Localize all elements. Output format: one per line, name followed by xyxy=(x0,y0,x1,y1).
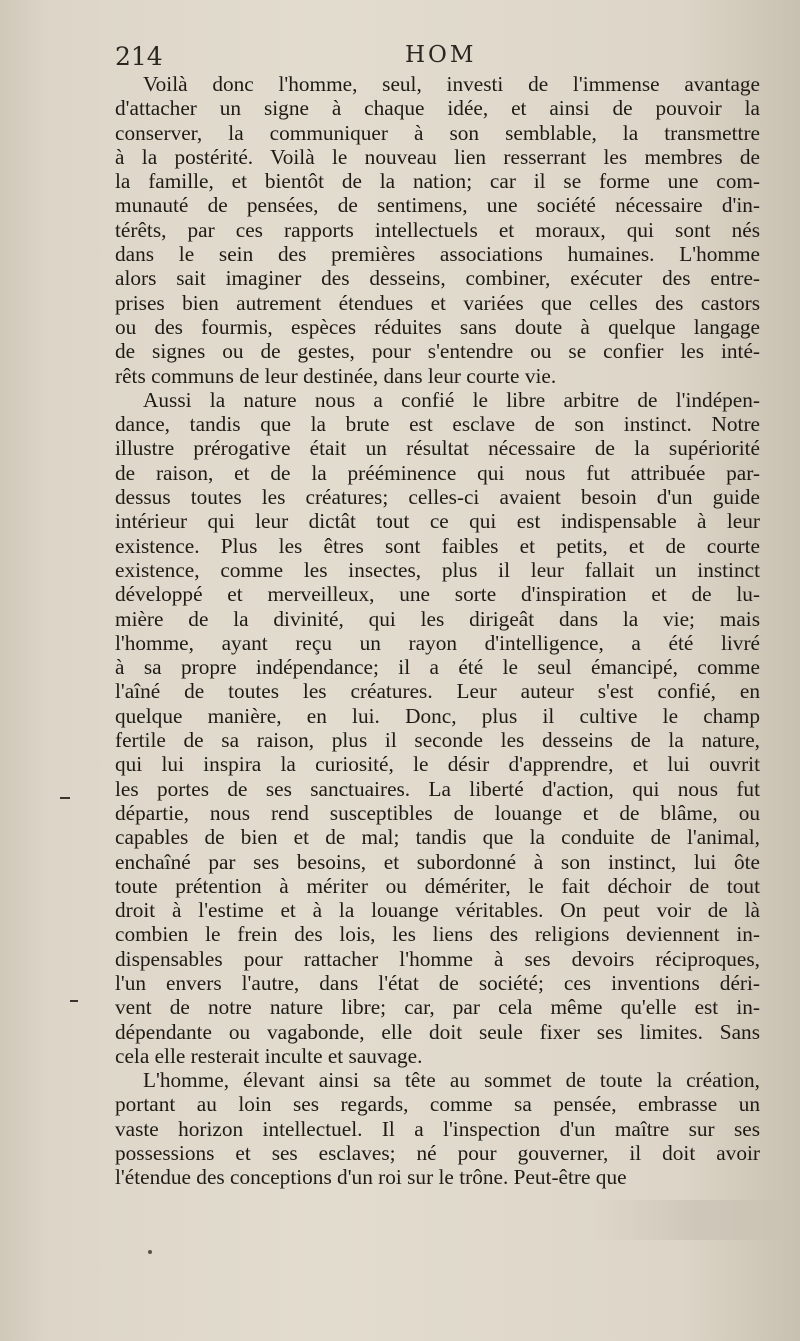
text-line: conserver, la communiquer à son semblable, la transmettre xyxy=(115,120,760,145)
text-line: la famille, et bientôt de la nation; car il se forme une com- xyxy=(115,169,760,194)
text-line: rêts communs de leur destinée, dans leur courte vie. xyxy=(115,363,557,388)
paragraph xyxy=(115,72,760,388)
text-line: Voilà donc l'homme, seul, investi de l'immense avantage xyxy=(143,72,760,96)
text-line: munauté de pensées, de sentimens, une société nécessaire d'in- xyxy=(115,193,760,218)
margin-mark xyxy=(60,797,70,799)
text-line: possessions et ses esclaves; né pour gouverner, il doit avoir xyxy=(115,1141,760,1166)
text-line: vent de notre nature libre; car, par cela même qu'elle est in- xyxy=(115,995,760,1020)
text-line: toute prétention à mériter ou démériter, le fait déchoir de tout xyxy=(115,873,760,898)
text-line: existence. Plus les êtres sont faibles et petits, et de courte xyxy=(115,533,760,558)
page-number: 214 xyxy=(115,42,163,71)
text-line: dance, tandis que la brute est esclave de son instinct. Notre xyxy=(115,412,760,437)
margin-mark xyxy=(70,1000,78,1002)
text-line: illustre prérogative était un résultat nécessaire de la supériorité xyxy=(115,436,760,461)
text-line: fertile de sa raison, plus il seconde les desseins de la nature, xyxy=(115,728,760,753)
text-line: qui lui inspira la curiosité, le désir d'apprendre, et lui ouvrit xyxy=(115,752,760,777)
text-line: cela elle resterait inculte et sauvage. xyxy=(115,1043,423,1068)
text-line: vaste horizon intellectuel. Il a l'inspection d'un maître sur ses xyxy=(115,1116,760,1141)
text-line: l'étendue des conceptions d'un roi sur le trône. Peut-être que xyxy=(115,1165,627,1190)
text-line: térêts, par ces rapports intellectuels et moraux, qui sont nés xyxy=(115,217,760,242)
text-line: l'un envers l'autre, dans l'état de société; ces inventions déri- xyxy=(115,970,760,995)
text-line: dessus toutes les créatures; celles-ci avaient besoin d'un guide xyxy=(115,485,760,510)
paragraph xyxy=(115,1068,760,1189)
running-head: HOM xyxy=(405,42,477,68)
text-line: ou des fourmis, espèces réduites sans doute à quelque langage xyxy=(115,314,760,339)
text-line: l'homme, ayant reçu un rayon d'intelligence, a été livré xyxy=(115,630,760,655)
paragraph xyxy=(115,388,760,1068)
text-line: combien le frein des lois, les liens des religions deviennent in- xyxy=(115,922,760,947)
text-line: l'aîné de toutes les créatures. Leur auteur s'est confié, en xyxy=(115,679,760,704)
text-line: dans le sein des premières associations humaines. L'homme xyxy=(115,242,760,267)
text-line: portant au loin ses regards, comme sa pensée, embrasse un xyxy=(115,1092,760,1117)
text-line: de raison, et de la prééminence qui nous fut attribuée par- xyxy=(115,460,760,485)
text-line: droit à l'estime et à la louange véritables. On peut voir de là xyxy=(115,898,760,923)
text-line: Aussi la nature nous a confié le libre arbitre de l'indépen- xyxy=(143,387,760,412)
text-line: existence, comme les insectes, plus il leur fallait un instinct xyxy=(115,557,760,582)
ink-bleed xyxy=(590,1200,790,1240)
text-line: les portes de ses sanctuaires. La liberté d'action, qui nous fut xyxy=(115,776,760,801)
text-line: L'homme, élevant ainsi sa tête au sommet de toute la création, xyxy=(143,1068,760,1093)
text-line: capables de bien et de mal; tandis que la conduite de l'animal, xyxy=(115,825,760,850)
paper-speck xyxy=(148,1250,152,1254)
text-line: prises bien autrement étendues et variées que celles des castors xyxy=(115,290,760,315)
body-text xyxy=(115,72,760,1190)
text-line: dépendante ou vagabonde, elle doit seule fixer ses limites. Sans xyxy=(115,1019,760,1044)
text-line: quelque manière, en lui. Donc, plus il cultive le champ xyxy=(115,703,760,728)
text-line: d'attacher un signe à chaque idée, et ainsi de pouvoir la xyxy=(115,96,760,121)
text-line: à sa propre indépendance; il a été le seul émancipé, comme xyxy=(115,655,760,680)
text-line: à la postérité. Voilà le nouveau lien resserrant les membres de xyxy=(115,144,760,169)
text-line: de signes ou de gestes, pour s'entendre ou se confier les inté- xyxy=(115,339,760,364)
text-line: intérieur qui leur dictât tout ce qui est indispensable à leur xyxy=(115,509,760,534)
text-line: départie, nous rend susceptibles de louange et de blâme, ou xyxy=(115,800,760,825)
text-line: dispensables pour rattacher l'homme à ses devoirs réciproques, xyxy=(115,946,760,971)
text-line: alors sait imaginer des desseins, combiner, exécuter des entre- xyxy=(115,266,760,291)
text-line: mière de la divinité, qui les dirigeât dans la vie; mais xyxy=(115,606,760,631)
text-line: développé et merveilleux, une sorte d'inspiration et de lu- xyxy=(115,582,760,607)
text-line: enchaîné par ses besoins, et subordonné à son instinct, lui ôte xyxy=(115,849,760,874)
